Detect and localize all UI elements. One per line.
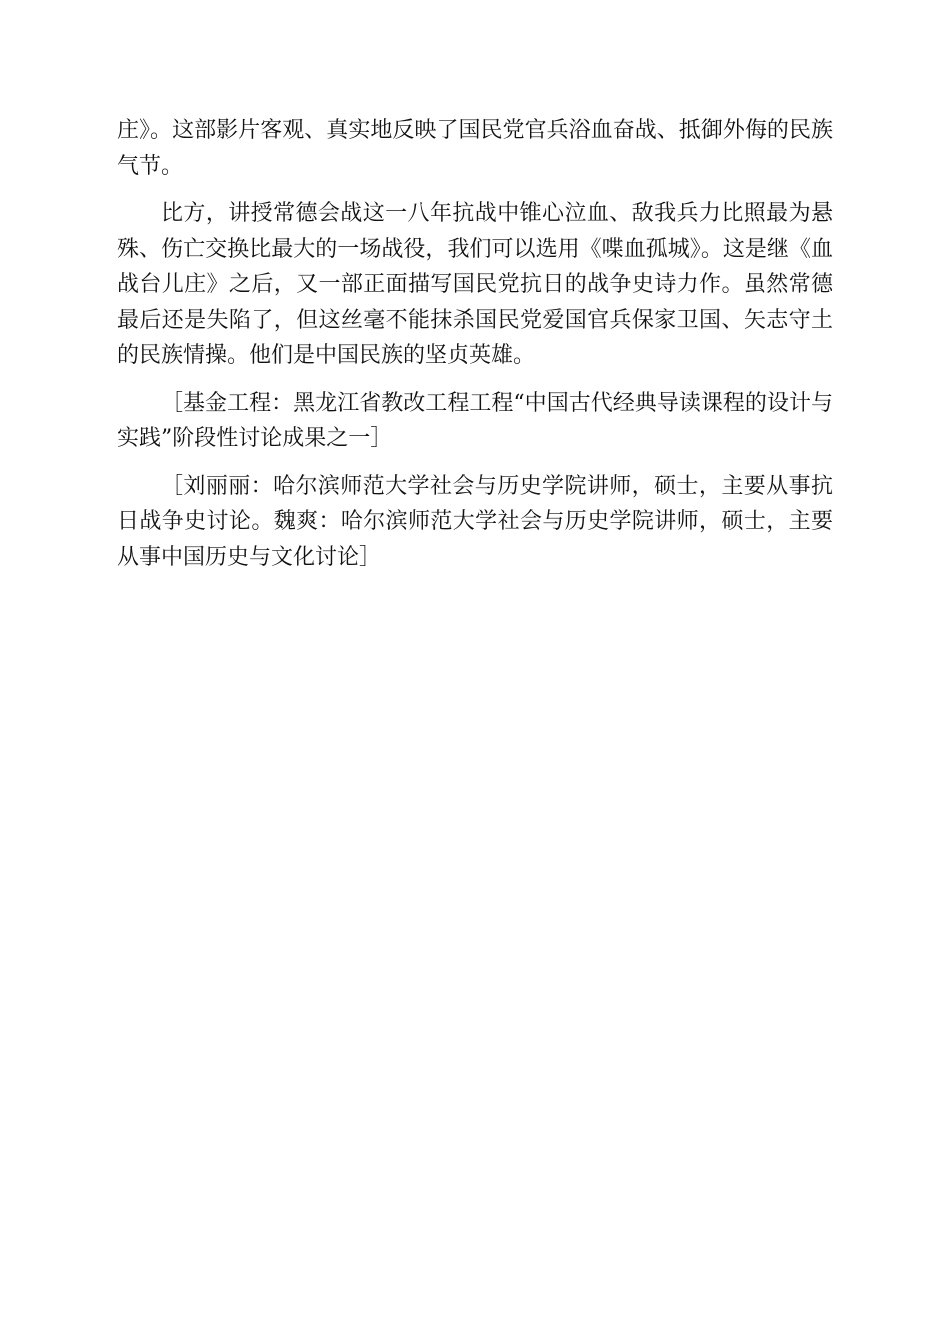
paragraph-author-note: ［刘丽丽：哈尔滨师范大学社会与历史学院讲师，硕士，主要从事抗日战争史讨论。魏爽：哈尔滨师范大学社会与历史学院讲师，硕士，主要从事中国历史与文化讨论］: [117, 473, 833, 570]
paragraph-funding-note: ［基金工程：黑龙江省教改工程工程“中国古代经典导读课程的设计与实践”阶段性讨论成果之一］: [117, 390, 833, 451]
paragraph-changde-battle: 比方，讲授常德会战这一八年抗战中锥心泣血、敌我兵力比照最为悬殊、伤亡交换比最大的一场战役，我们可以选用《喋血孤城》。这是继《血战台儿庄》之后，又一部正面描写国民党抗日的战争史诗力作。虽然常德最后还是失陷了，但这丝毫不能抹杀国民党爱国官兵保家卫国、矢志守土的民族情操。他们是中国民族的坚贞英雄。: [117, 201, 833, 368]
paragraph-film-continuation: 庄》。这部影片客观、真实地反映了国民党官兵浴血奋战、抵御外侮的民族气节。: [117, 118, 833, 179]
body-text: [117, 113, 833, 575]
